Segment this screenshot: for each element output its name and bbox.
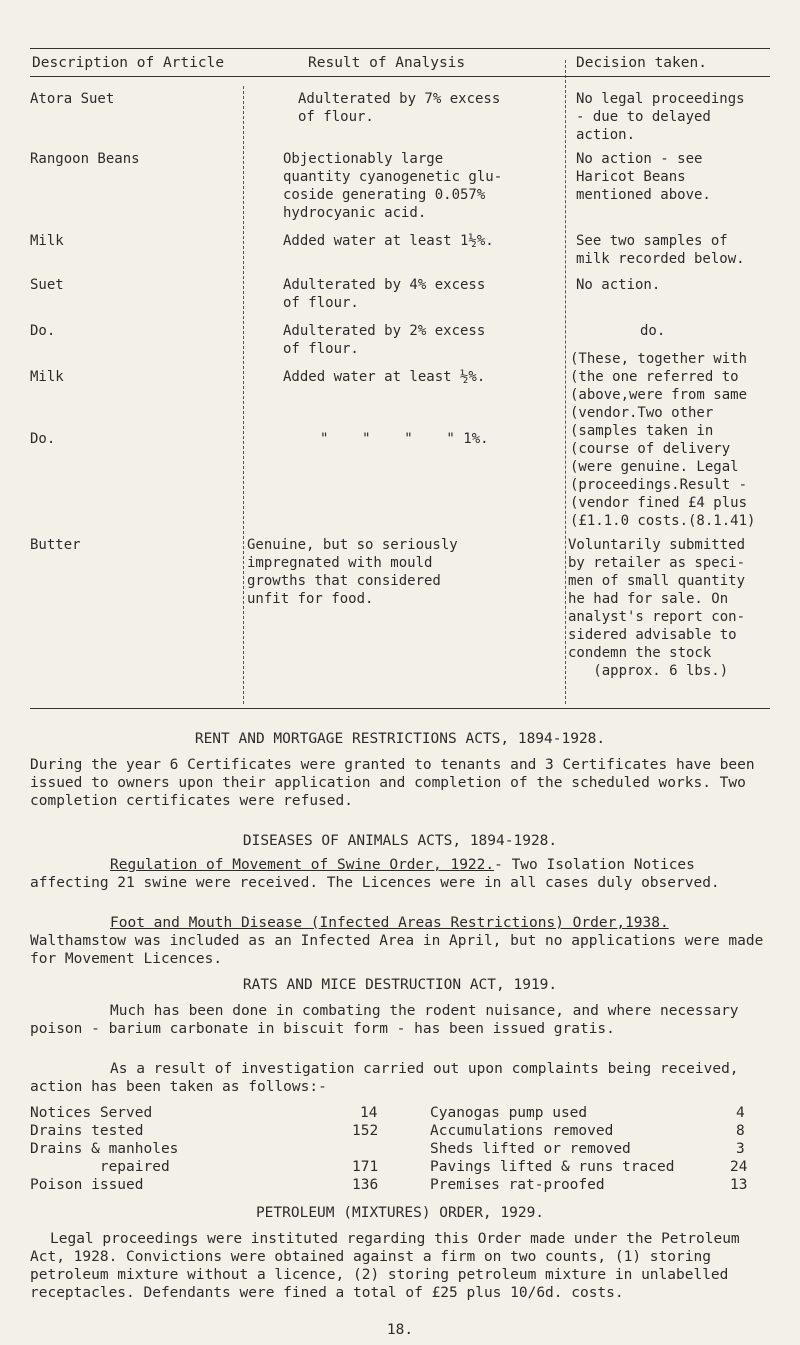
table-row-article: Milk xyxy=(30,369,64,385)
stat-value: 8 xyxy=(736,1123,745,1139)
stat-label: Pavings lifted & runs traced xyxy=(430,1159,675,1175)
stat-value: 136 xyxy=(352,1177,379,1193)
rent-heading: RENT AND MORTGAGE RESTRICTIONS ACTS, 1894-1928. xyxy=(194,731,606,747)
table-top-rule xyxy=(30,48,770,49)
fmd-order-text: Walthamstow was included as an Infected Area in April, but no applications were made for Movement Licences. xyxy=(30,933,764,967)
column-divider-left xyxy=(243,86,244,704)
stat-label: Sheds lifted or removed xyxy=(430,1141,631,1157)
table-row-article: Suet xyxy=(30,277,64,293)
stat-label: Notices Served xyxy=(30,1105,153,1121)
table-row-result: Added water at least 1½%. xyxy=(283,233,494,249)
stat-value: 13 xyxy=(730,1177,748,1193)
table-row-result: Adulterated by 4% excess of flour. xyxy=(283,277,486,311)
table-row-article: Do. xyxy=(30,323,56,339)
table-header-rule xyxy=(30,76,770,77)
header-decision: Decision taken. xyxy=(576,55,707,71)
stat-label: repaired xyxy=(30,1159,170,1175)
table-row-article: Do. xyxy=(30,431,56,447)
stats-row xyxy=(30,1104,770,1122)
stat-value: 14 xyxy=(360,1105,378,1121)
rats-paragraph-2: As a result of investigation carried out upon complaints being received, action has been taken as follows:- xyxy=(30,1061,739,1095)
stat-label: Premises rat-proofed xyxy=(430,1177,605,1193)
stat-value: 4 xyxy=(736,1105,745,1121)
table-row-decision: No action. xyxy=(576,277,661,293)
fmd-paragraph xyxy=(30,914,770,968)
header-result: Result of Analysis xyxy=(308,55,466,71)
diseases-heading: DISEASES OF ANIMALS ACTS, 1894-1928. xyxy=(242,833,558,849)
fmd-order-title: Foot and Mouth Disease (Infected Areas Restrictions) Order,1938. xyxy=(110,915,669,931)
rent-paragraph: During the year 6 Certificates were granted to tenants and 3 Certificates have been issued to owners upon their application and completion of the scheduled works. Two completion certificates were refused. xyxy=(30,757,755,809)
stat-label: Cyanogas pump used xyxy=(430,1105,588,1121)
page-number: 18. xyxy=(386,1322,414,1338)
table-row-decision: No action - see Haricot Beans mentioned above. xyxy=(576,151,711,203)
stat-value: 3 xyxy=(736,1141,745,1157)
swine-paragraph xyxy=(30,856,770,892)
swine-order-text: - Two Isolation Notices affecting 21 swine were received. The Licences were in all cases duly observed. xyxy=(30,857,720,891)
stats-row xyxy=(30,1140,770,1158)
table-row-result: Added water at least ½%. xyxy=(283,369,486,385)
rats-heading: RATS AND MICE DESTRUCTION ACT, 1919. xyxy=(242,977,558,993)
table-row-result: " " " " 1%. xyxy=(320,431,489,447)
table-row-result: Genuine, but so seriously impregnated with mould growths that considered unfit for food. xyxy=(247,537,458,607)
swine-order-title: Regulation of Movement of Swine Order, 1922. xyxy=(110,857,495,873)
table-row-result: Objectionably large quantity cyanogenetic glu- coside generating 0.057% hydrocyanic acid. xyxy=(283,151,503,221)
stats-row xyxy=(30,1176,770,1194)
table-bottom-rule xyxy=(30,708,770,709)
table-row-article: Butter xyxy=(30,537,81,553)
stats-row xyxy=(30,1158,770,1176)
stat-value: 152 xyxy=(352,1123,379,1139)
header-description: Description of Article xyxy=(32,55,225,71)
table-row-article: Milk xyxy=(30,233,64,249)
stat-label: Drains & manholes xyxy=(30,1141,179,1157)
stat-label: Drains tested xyxy=(30,1123,144,1139)
rats-action-table xyxy=(30,1104,770,1194)
table-row-decision: No legal proceedings - due to delayed action. xyxy=(576,91,745,143)
table-row-article: Atora Suet xyxy=(30,91,115,107)
table-row-decision: (These, together with (the one referred to (above,were from same (vendor.Two other (samples taken in (course of delivery (were genuine. Legal (proceedings.Result - (vendor fined £4 plus (£1.1.0 costs.(8.1.41) xyxy=(570,351,756,529)
rats-paragraph-1: Much has been done in combating the rodent nuisance, and where necessary poison - barium carbonate in biscuit form - has been issued gratis. xyxy=(30,1003,739,1037)
table-row-decision: do. xyxy=(640,323,666,339)
stat-label: Poison issued xyxy=(30,1177,144,1193)
table-row-decision: See two samples of milk recorded below. xyxy=(576,233,745,267)
table-row-result: Adulterated by 7% excess of flour. xyxy=(298,91,501,125)
stat-label: Accumulations removed xyxy=(430,1123,614,1139)
stat-value: 171 xyxy=(352,1159,379,1175)
table-row-article: Rangoon Beans xyxy=(30,151,140,167)
table-row-result: Adulterated by 2% excess of flour. xyxy=(283,323,486,357)
stats-row xyxy=(30,1122,770,1140)
stat-value: 24 xyxy=(730,1159,748,1175)
petroleum-paragraph: Legal proceedings were instituted regarding this Order made under the Petroleum Act, 1928. Convictions were obtained against a firm on two counts, (1) storing petroleum mixture without a licence, (2) storing petroleum mixture in unlabelled receptacles. Defendants were fined a total of £25 plus 10/6d. costs. xyxy=(30,1231,740,1301)
petroleum-heading: PETROLEUM (MIXTURES) ORDER, 1929. xyxy=(255,1205,545,1221)
table-row-decision: Voluntarily submitted by retailer as speci- men of small quantity he had for sale. On analyst's report con- sidered advisable to condemn the stock (approx. 6 lbs.) xyxy=(568,537,746,679)
column-divider-right xyxy=(565,60,566,704)
